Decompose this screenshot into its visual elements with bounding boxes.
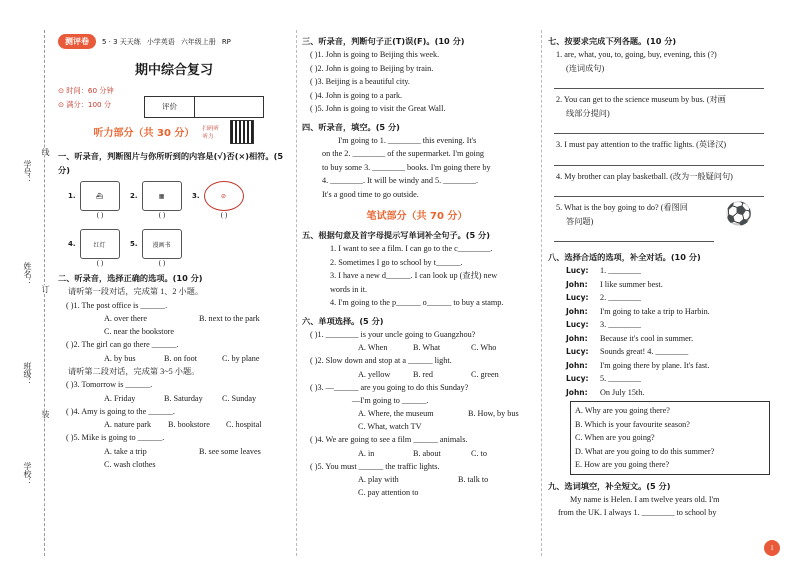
question-stem: ( )2. The girl can go there ______. — [66, 340, 179, 349]
answer-line[interactable] — [554, 185, 764, 197]
dialog-option[interactable]: C. When are you going? — [575, 433, 655, 442]
passage-line: to buy some 3. ________ books. I'm going there by — [322, 162, 491, 172]
qr-label: 扫码听听力 — [202, 125, 219, 140]
question-stem: ( )3. —______ are you going to do this Sunday? — [310, 382, 469, 392]
section-4-title: 四、听录音，填空。(5 分) — [302, 121, 400, 132]
section-3-title: 三、听录音，判断句子正(T)误(F)。(10 分) — [302, 36, 465, 46]
question-stem: ( )5. Mike is going to ______. — [66, 433, 165, 442]
comic-book-text: 漫画书 — [152, 242, 171, 249]
column-3 — [548, 34, 780, 520]
option[interactable]: A. Where, the museum — [358, 409, 434, 418]
answer-paren[interactable]: ( ) — [96, 211, 104, 219]
option[interactable]: C. Sunday — [222, 393, 257, 403]
red-light-text: 红灯 — [93, 242, 106, 249]
qr-code-icon[interactable] — [230, 120, 254, 144]
answer-paren[interactable]: ( ) — [158, 259, 166, 267]
option[interactable]: C. near the bookstore — [104, 327, 175, 336]
speaker: Lucy: — [566, 293, 589, 302]
evaluation-label: 评价 — [145, 97, 195, 117]
pic-number: 2. — [130, 192, 138, 200]
option-reply: —I'm going to ______. — [352, 396, 429, 405]
dialog-line — [548, 305, 780, 319]
question-stem: ( )1. ________ is your uncle going to Guangzhou? — [310, 329, 476, 339]
utterance: I'm going to take a trip to Harbin. — [600, 306, 710, 316]
school-label: 学校： — [23, 462, 32, 486]
task-line: 1. are, what, you, to, going, buy, evening, this (?) — [556, 50, 717, 59]
option[interactable]: A. When — [358, 343, 388, 352]
score-info: ⊙ 满分：100 分 — [58, 100, 112, 109]
option[interactable]: B. Saturday — [164, 393, 203, 403]
utterance: 5. ________ — [600, 374, 641, 383]
red-light-icon — [80, 229, 120, 259]
class-label: 班级： — [23, 362, 32, 386]
speaker: Lucy: — [566, 374, 589, 383]
section-9-title: 九、选词填空，补全短文。(5 分) — [548, 480, 671, 491]
utterance: Because it's cool in summer. — [600, 333, 694, 343]
section-1-title: 一、听录音，判断图片与你所听到的内容是(√)否(×)相符。(5 分) — [58, 151, 284, 175]
dialog-line — [548, 332, 780, 346]
no-swimming-icon: ⊘ — [204, 181, 244, 211]
fill-question: 1. I want to see a film. I can go to the c________. — [330, 244, 493, 253]
option[interactable]: B. see some leaves — [199, 446, 261, 456]
option[interactable]: B. How, by bus — [468, 409, 519, 418]
boy-playing-football-icon: ⚽ — [725, 201, 753, 226]
option[interactable]: C. green — [471, 369, 499, 379]
ship-icon: ⛴ — [80, 181, 120, 211]
test-badge: 测评卷 — [58, 34, 96, 49]
section-5-title: 五、根据句意及首字母提示写单词补全句子。(5 分) — [302, 230, 490, 240]
option[interactable]: C. hospital — [226, 420, 262, 429]
dialog-option[interactable]: A. Why are you going there? — [575, 406, 670, 415]
evaluation-box[interactable] — [144, 96, 264, 118]
answer-paren[interactable]: ( ) — [96, 259, 104, 267]
passage-line: from the UK. I always 1. ________ to school by — [558, 508, 717, 517]
utterance: Sounds great! 4. ________ — [600, 347, 689, 356]
option[interactable]: C. by plane — [222, 353, 260, 363]
answer-line[interactable] — [554, 122, 764, 134]
fill-question: 2. Sometimes I go to school by t______. — [330, 257, 463, 267]
fill-question: 4. I'm going to the p______ o______ to buy a stamp. — [330, 298, 504, 307]
option[interactable]: A. take a trip — [104, 446, 147, 456]
writing-part-heading: 笔试部分（共 70 分） — [366, 211, 468, 222]
column-2 — [302, 34, 532, 499]
tf-question: ( )1. John is going to Beijing this week. — [310, 50, 440, 59]
binding-line — [44, 30, 45, 556]
task-line: (连词成句) — [566, 63, 605, 73]
task-line: 答问题) — [566, 216, 594, 226]
comic-book-icon — [142, 229, 182, 259]
option[interactable]: A. nature park — [104, 420, 152, 429]
dialog-line — [548, 278, 780, 292]
dialog-line — [548, 359, 780, 373]
speaker: John: — [566, 333, 588, 343]
column-divider — [296, 30, 297, 556]
passage-line: I'm going to 1. ________ this evening. It's — [338, 135, 477, 145]
tf-question: ( )5. John is going to visit the Great Wall. — [310, 104, 446, 113]
dialog — [548, 264, 780, 399]
pic-number: 3. — [192, 192, 200, 200]
option[interactable]: B. next to the park — [199, 314, 260, 323]
option[interactable]: C. What, watch TV — [358, 422, 422, 431]
option[interactable]: C. Who — [471, 343, 497, 352]
student-number-label: 学号： — [23, 160, 32, 184]
fill-question: 3. I have a new d______. I can look up (查找) new — [330, 271, 498, 280]
answer-line[interactable] — [554, 230, 714, 242]
dialog-line — [548, 318, 780, 332]
pic-number: 5. — [130, 240, 138, 248]
speaker: Lucy: — [566, 266, 589, 275]
fill-question: words in it. — [330, 284, 368, 294]
speaker: John: — [566, 387, 588, 397]
task-line: 3. I must pay attention to the traffic lights. (英译汉) — [556, 140, 727, 149]
dialog-line — [548, 291, 780, 305]
passage-line: It's a good time to go outside. — [322, 189, 419, 199]
speaker: John: — [566, 360, 588, 370]
dialog-line — [548, 345, 780, 359]
section-2-intro-1: 请听第一段对话，完成第 1、2 小题。 — [68, 287, 204, 296]
task-line: 线部分提问) — [566, 108, 610, 118]
dialog-line — [548, 386, 780, 400]
passage-line: My name is Helen. I am twelve years old. I'm — [570, 494, 720, 504]
pic-number: 1. — [68, 192, 76, 200]
pic-number: 4. — [68, 240, 76, 248]
option[interactable]: A. in — [358, 448, 375, 458]
speaker: John: — [566, 279, 588, 289]
margin-mark-install: 装 — [41, 410, 50, 418]
options-box — [570, 401, 770, 475]
option[interactable]: A. over there — [104, 314, 147, 323]
dialog-option[interactable]: B. Which is your favourite season? — [575, 419, 690, 429]
section-7-title: 七、按要求完成下列各题。(10 分) — [548, 36, 677, 46]
listening-part-heading: 听力部分（共 30 分） — [93, 128, 195, 139]
time-info: ⊙ 时间：60 分钟 — [58, 86, 114, 95]
passage-line: on the 2. ________ of the supermarket. I'm going — [322, 149, 485, 158]
dialog-line — [548, 264, 780, 278]
series-header — [58, 34, 290, 49]
page-number: 1 — [764, 540, 780, 556]
page-title: 期中综合复习 — [134, 63, 213, 78]
column-1 — [58, 34, 290, 471]
question-stem: ( )2. Slow down and stop at a ______ light. — [310, 356, 452, 365]
utterance: 3. ________ — [600, 320, 641, 329]
margin-mark-line: 线 — [41, 148, 50, 156]
name-label: 姓名： — [23, 262, 32, 286]
margin-mark-bind: 订 — [41, 285, 50, 293]
section-2-intro-2: 请听第二段对话，完成第 3~5 小题。 — [68, 366, 200, 376]
task-line: 2. You can get to the science museum by bus. (对画 — [556, 95, 726, 104]
answer-line[interactable] — [554, 154, 764, 166]
question-stem: ( )4. We are going to see a film ______ animals. — [310, 435, 468, 444]
option[interactable]: C. to — [471, 448, 487, 458]
passage-line: 4. ________. It will be windy and 5. ________. — [322, 176, 479, 185]
option[interactable]: B. What — [413, 343, 441, 352]
option[interactable]: C. pay attention to — [358, 488, 419, 497]
section-2-title: 二、听录音，选择正确的选项。(10 分) — [58, 273, 203, 283]
speaker: Lucy: — [566, 320, 589, 329]
option[interactable]: B. talk to — [458, 475, 489, 484]
option[interactable]: B. red — [413, 369, 434, 379]
option[interactable]: A. Friday — [104, 393, 136, 403]
speaker: Lucy: — [566, 347, 589, 356]
dialog-line — [548, 372, 780, 386]
utterance: 1. ________ — [600, 266, 641, 275]
option[interactable]: B. bookstore — [168, 420, 210, 429]
option[interactable]: C. wash clothes — [104, 459, 156, 469]
section-6-title: 六、单项选择。(5 分) — [302, 315, 384, 326]
utterance: I'm going there by plane. It's fast. — [600, 360, 710, 370]
edition: RP — [221, 37, 231, 46]
option[interactable]: B. on foot — [164, 353, 197, 363]
option[interactable]: A. by bus — [104, 353, 136, 363]
question-stem: ( )1. The post office is ______. — [66, 300, 168, 310]
picture-grid — [68, 181, 268, 267]
option[interactable]: A. play with — [358, 475, 399, 484]
subject: 小学英语 — [146, 37, 175, 46]
utterance: On July 15th. — [600, 387, 645, 397]
question-stem: ( )3. Tomorrow is ______. — [66, 380, 153, 389]
section-8-title: 八、选择合适的选项，补全对话。(10 分) — [548, 252, 701, 262]
window-icon: ▦ — [142, 181, 182, 211]
column-divider — [541, 30, 542, 556]
task-line: 5. What is the boy going to do? (看图回 — [556, 203, 688, 212]
task-line: 4. My brother can play basketball. (改为一般疑问句) — [556, 171, 733, 181]
grade: 六年级上册 — [180, 37, 216, 46]
utterance: 2. ________ — [600, 293, 641, 302]
answer-line[interactable] — [554, 77, 764, 89]
answer-paren[interactable]: ( ) — [220, 211, 228, 219]
tf-question: ( )4. John is going to a park. — [310, 90, 403, 100]
speaker: John: — [566, 306, 588, 316]
option[interactable]: B. about — [413, 448, 441, 458]
option[interactable]: A. yellow — [358, 369, 391, 379]
utterance: I like summer best. — [600, 279, 663, 289]
question-stem: ( )5. You must ______ the traffic lights. — [310, 461, 440, 471]
tf-question: ( )3. Beijing is a beautiful city. — [310, 77, 410, 86]
answer-paren[interactable]: ( ) — [158, 211, 166, 219]
dialog-option[interactable]: D. What are you going to do this summer? — [575, 446, 715, 456]
question-stem: ( )4. Amy is going to the ______. — [66, 406, 175, 416]
dialog-option[interactable]: E. How are you going there? — [575, 460, 670, 469]
tf-question: ( )2. John is going to Beijing by train. — [310, 63, 434, 73]
series-name: 5 · 3 天天练 — [102, 37, 141, 46]
